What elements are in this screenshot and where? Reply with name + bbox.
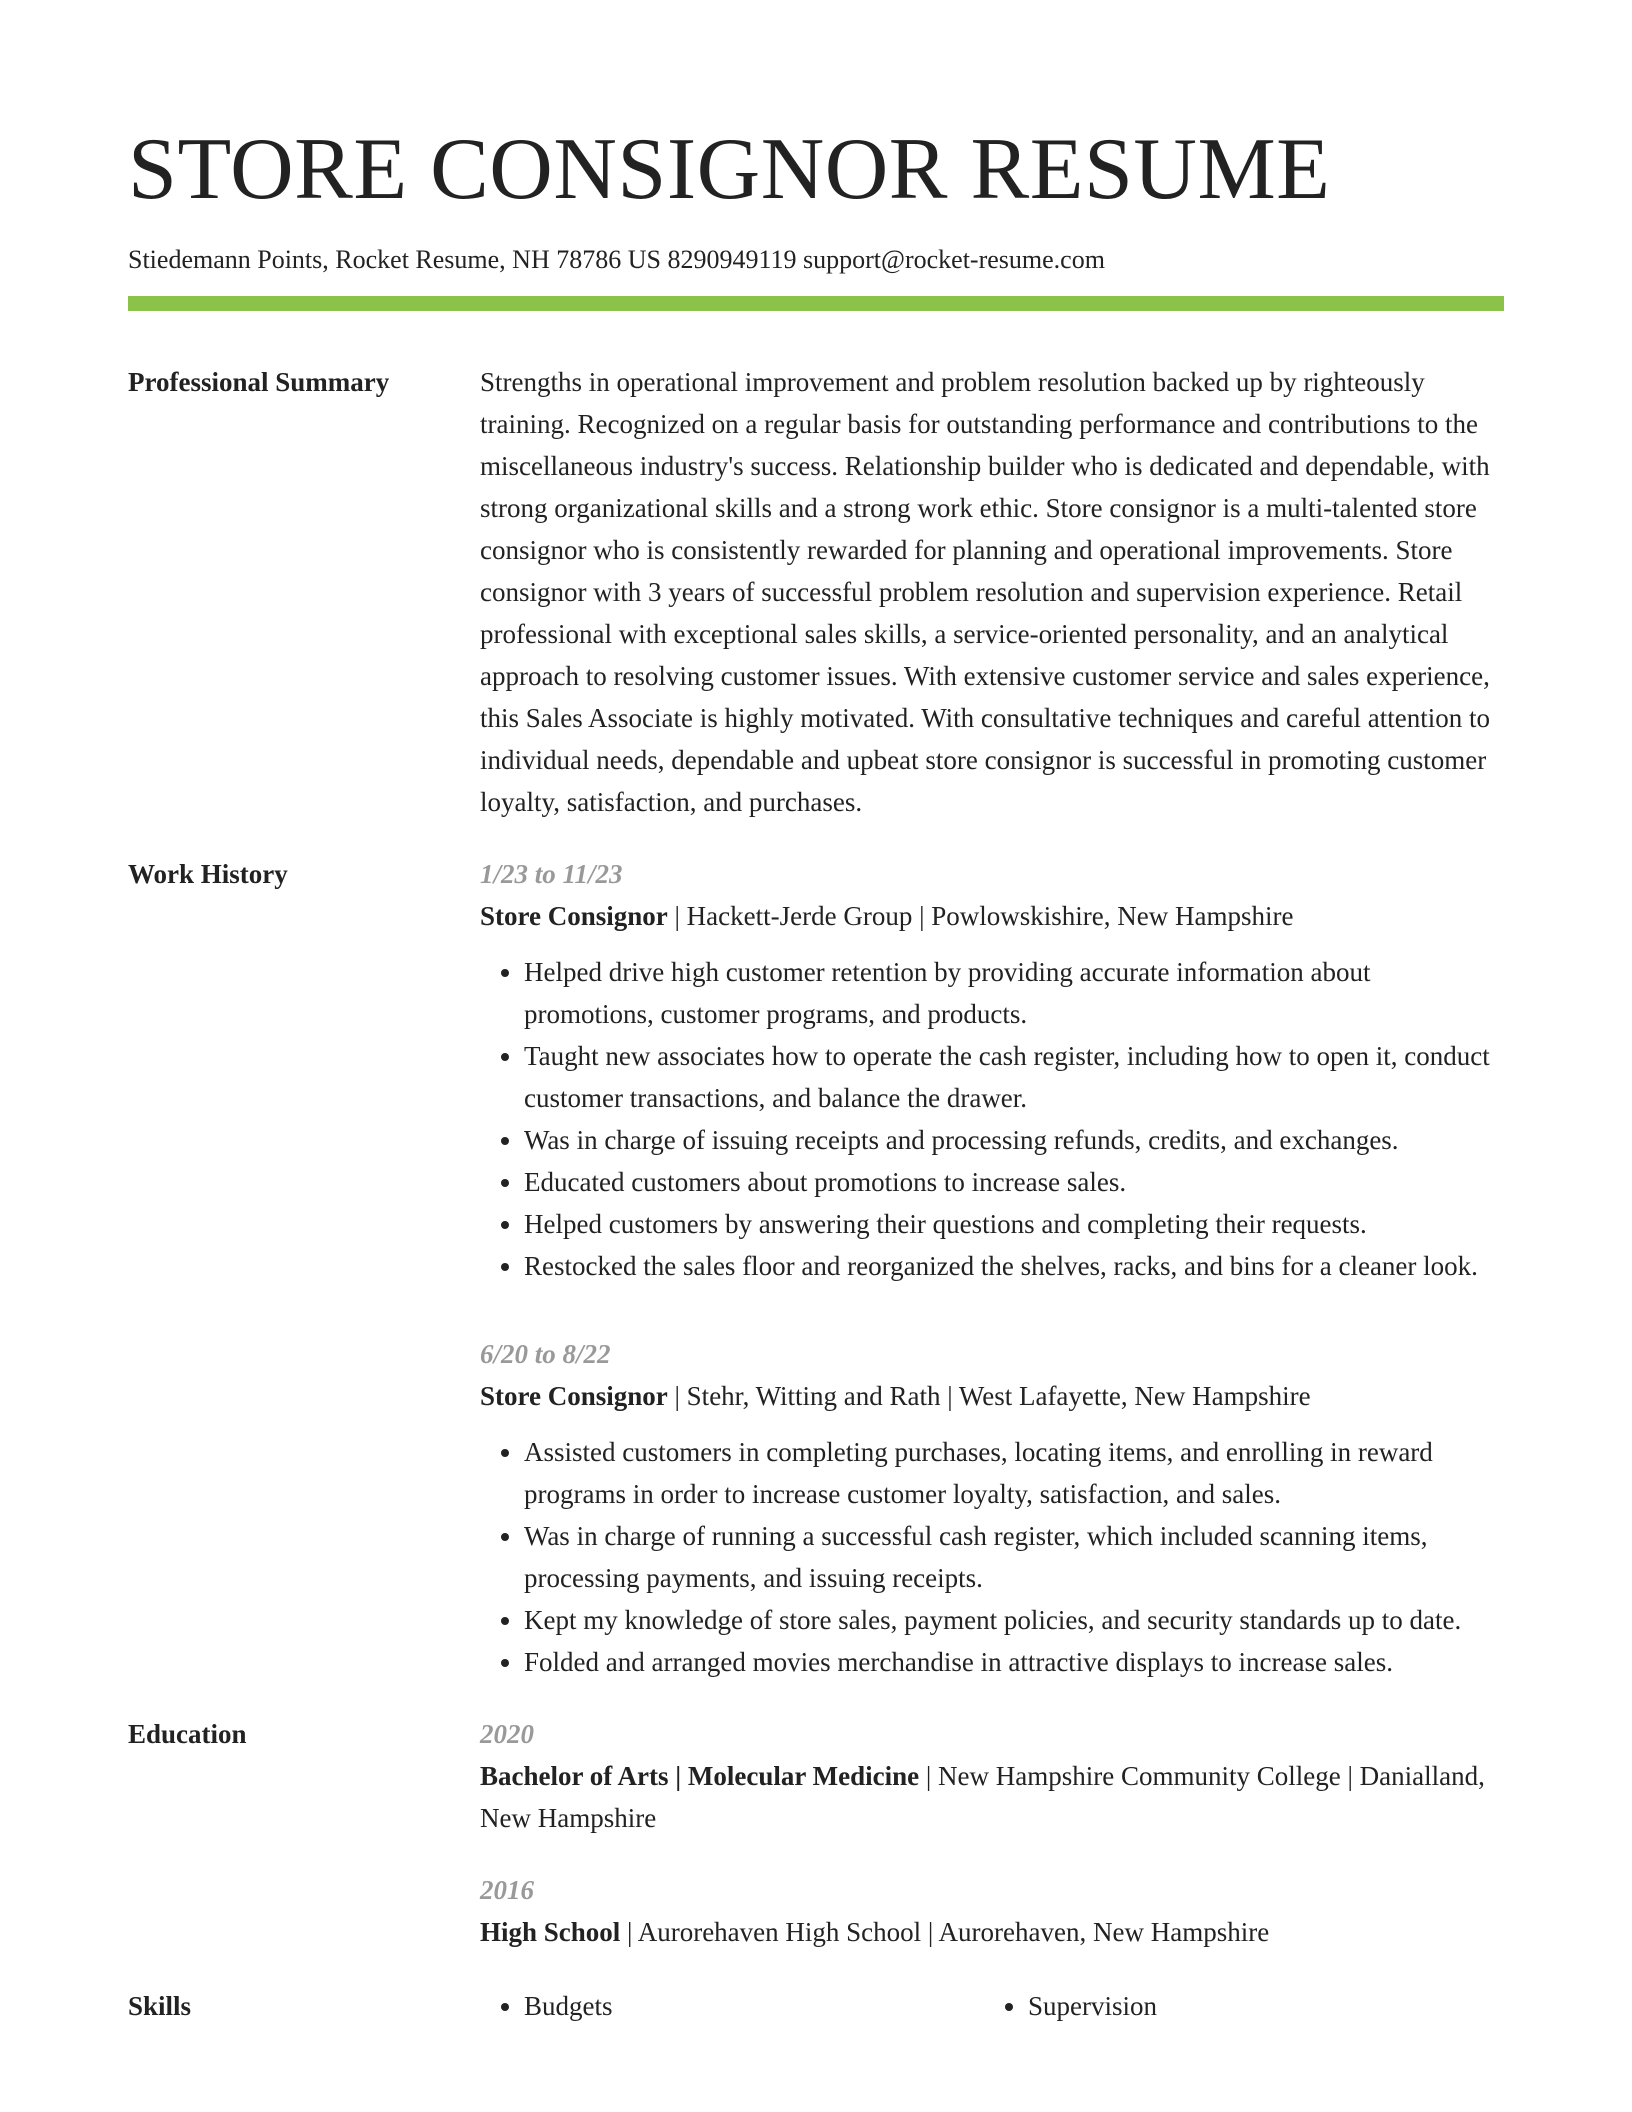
job-bullet: • Helped customers by answering their questions and completing their requests. bbox=[524, 1203, 1504, 1245]
job-bullet: • Educated customers about promotions to increase sales. bbox=[524, 1161, 1504, 1203]
resume-page bbox=[128, 0, 1504, 2027]
education-entry bbox=[480, 1869, 1504, 1953]
job-bullet: • Was in charge of issuing receipts and processing refunds, credits, and exchanges. bbox=[524, 1119, 1504, 1161]
job-bullet: • Was in charge of running a successful cash register, which included scanning items, processing payments, and issuing receipts. bbox=[524, 1515, 1504, 1599]
skills-body bbox=[480, 1985, 1504, 2027]
work-history-section bbox=[128, 853, 1504, 1683]
job-dates: 6/20 to 8/22 bbox=[480, 1339, 611, 1369]
contact-line: Stiedemann Points, Rocket Resume, NH 78786 US 8290949119 support@rocket-resume.com bbox=[128, 245, 1105, 274]
job-bullet: • Helped drive high customer retention by providing accurate information about promotions, customer programs, and products. bbox=[524, 951, 1504, 1035]
section-label-work-history: Work History bbox=[128, 859, 288, 889]
education-year: 2016 bbox=[480, 1875, 534, 1905]
job-details: | Hackett-Jerde Group | Powlowskishire, New Hampshire bbox=[667, 901, 1294, 931]
job-details: | Stehr, Witting and Rath | West Lafayette, New Hampshire bbox=[667, 1381, 1311, 1411]
education-details: | New Hampshire Community College | Danialland, New Hampshire bbox=[480, 1761, 1485, 1833]
education-heading bbox=[480, 1911, 1504, 1953]
job-title: Store Consignor bbox=[480, 901, 668, 931]
skill-item: • Budgets bbox=[524, 1985, 984, 2027]
section-label-skills: Skills bbox=[128, 1991, 192, 2021]
education-details: | Aurorehaven High School | Aurorehaven, New Hampshire bbox=[620, 1917, 1270, 1947]
summary-section bbox=[128, 361, 1504, 823]
job-bullets bbox=[480, 1431, 1504, 1683]
education-body bbox=[480, 1713, 1504, 1953]
job-dates: 1/23 to 11/23 bbox=[480, 859, 623, 889]
job-entry bbox=[480, 853, 1504, 1287]
job-bullet: • Assisted customers in completing purchases, locating items, and enrolling in reward programs in order to increase customer loyalty, satisfaction, and sales. bbox=[524, 1431, 1504, 1515]
header-divider bbox=[128, 296, 1504, 311]
skills-column bbox=[480, 1985, 984, 2027]
job-entry bbox=[480, 1333, 1504, 1683]
resume-title: STORE CONSIGNOR RESUME bbox=[128, 121, 1331, 218]
skill-item: • Supervision bbox=[1028, 1985, 1488, 2027]
skills-section bbox=[128, 1985, 1504, 2027]
job-bullet: • Folded and arranged movies merchandise in attractive displays to increase sales. bbox=[524, 1641, 1504, 1683]
job-heading bbox=[480, 1375, 1504, 1417]
summary-text: Strengths in operational improvement and problem resolution backed up by righteously training. Recognized on a regular basis for outstanding performance and contributions to the miscellaneous industry's success. Relationship builder who is dedicated and dependable, with strong organizational skills and a strong work ethic. Store consignor is a multi-talented store consignor who is consistently rewarded for planning and operational improvements. Store consignor with 3 years of successful problem resolution and supervision experience. Retail professional with exceptional sales skills, a service-oriented personality, and an analytical approach to resolving customer issues. With extensive customer service and sales experience, this Sales Associate is highly motivated. With consultative techniques and careful attention to individual needs, dependable and upbeat store consignor is successful in promoting customer loyalty, satisfaction, and purchases. bbox=[480, 367, 1490, 817]
section-label-education: Education bbox=[128, 1719, 247, 1749]
education-degree: High School bbox=[480, 1917, 621, 1947]
job-bullet: • Kept my knowledge of store sales, payment policies, and security standards up to date. bbox=[524, 1599, 1504, 1641]
job-title: Store Consignor bbox=[480, 1381, 668, 1411]
education-year: 2020 bbox=[480, 1719, 534, 1749]
skills-column bbox=[984, 1985, 1488, 2027]
education-heading bbox=[480, 1755, 1504, 1839]
education-entry bbox=[480, 1713, 1504, 1839]
job-bullet: • Restocked the sales floor and reorganized the shelves, racks, and bins for a cleaner look. bbox=[524, 1245, 1504, 1287]
job-bullet: • Taught new associates how to operate the cash register, including how to open it, conduct customer transactions, and balance the drawer. bbox=[524, 1035, 1504, 1119]
work-history-body bbox=[480, 853, 1504, 1683]
skills-grid bbox=[480, 1985, 1504, 2027]
section-label-summary: Professional Summary bbox=[128, 367, 390, 397]
education-section bbox=[128, 1713, 1504, 1953]
education-degree: Bachelor of Arts | Molecular Medicine bbox=[480, 1761, 920, 1791]
job-heading bbox=[480, 895, 1504, 937]
job-bullets bbox=[480, 951, 1504, 1287]
